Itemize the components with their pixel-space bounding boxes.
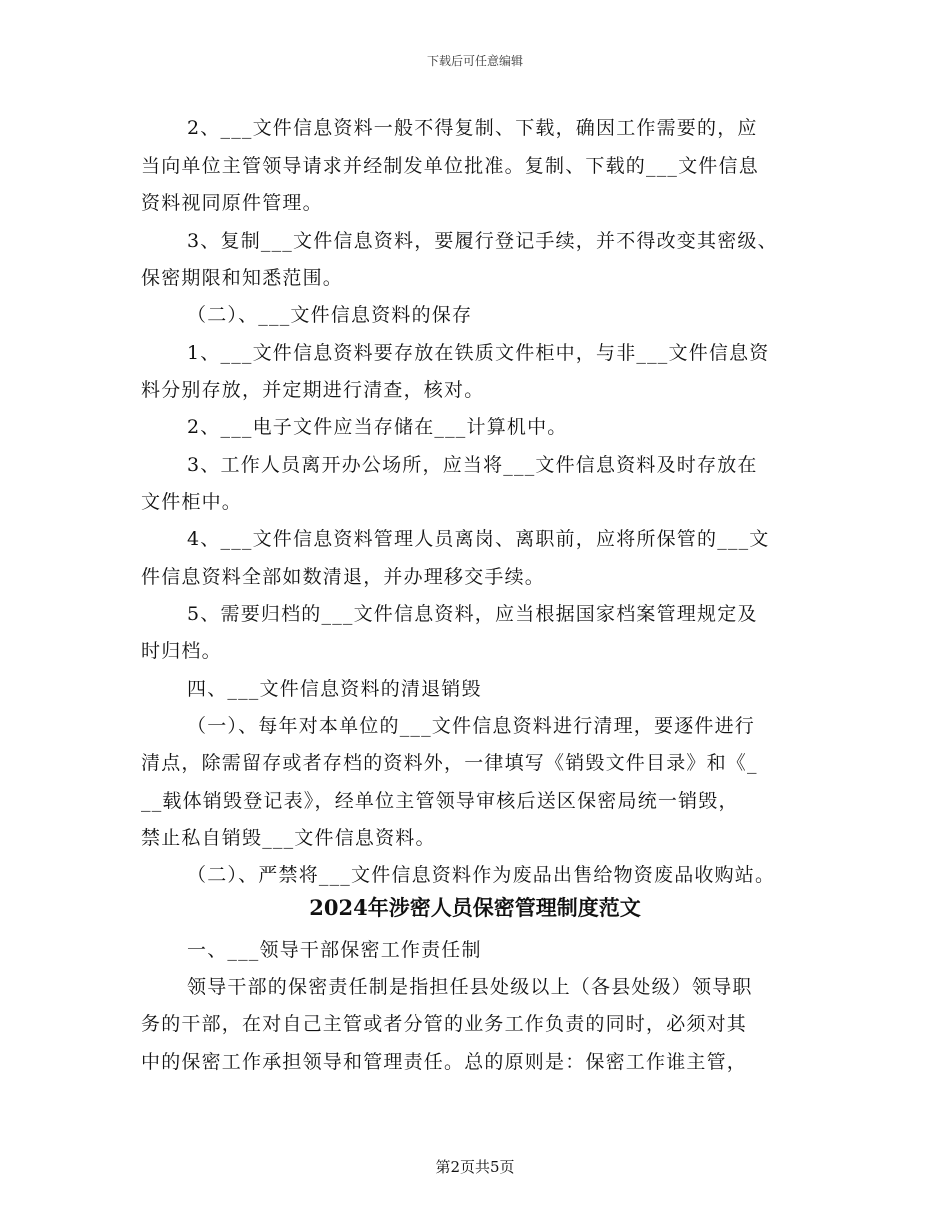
paragraph-line: 2、___文件信息资料一般不得复制、下载，确因工作需要的，应 xyxy=(187,117,758,139)
paragraph-line: 务的干部，在对自己主管或者分管的业务工作负责的同时，必须对其 xyxy=(141,1013,748,1035)
section-heading: 一、___领导干部保密工作责任制 xyxy=(187,939,482,961)
paragraph-line: 当向单位主管领导请求并经制发单位批准。复制、下载的___文件信息 xyxy=(141,155,759,177)
page-footer: 第2页共5页 xyxy=(435,1158,515,1176)
paragraph-line: 清点，除需留存或者存档的资料外，一律填写《销毁文件目录》和《_ xyxy=(141,752,758,774)
paragraph-line: 中的保密工作承担领导和管理责任。总的原则是：保密工作谁主管， xyxy=(141,1051,748,1073)
section-heading: （二）、___文件信息资料的保存 xyxy=(187,304,473,326)
paragraph-line: __载体销毁登记表》，经单位主管领导审核后送区保密局统一销毁， xyxy=(141,790,739,812)
paragraph-line: 1、___文件信息资料要存放在铁质文件柜中，与非___文件信息资 xyxy=(187,342,770,364)
paragraph-line: 2、___电子文件应当存储在___计算机中。 xyxy=(187,416,568,438)
paragraph-line: 资料视同原件管理。 xyxy=(141,192,323,214)
paragraph-line: （一）、每年对本单位的___文件信息资料进行清理，要逐件进行 xyxy=(187,715,756,737)
paragraph-line: 文件柜中。 xyxy=(141,491,243,513)
document-title: 2024年涉密人员保密管理制度范文 xyxy=(309,895,641,920)
paragraph-line: （二）、严禁将___文件信息资料作为废品出售给物资废品收购站。 xyxy=(187,864,776,886)
paragraph-line: 保密期限和知悉范围。 xyxy=(141,267,344,289)
paragraph-line: 禁止私自销毁___文件信息资料。 xyxy=(141,827,436,849)
paragraph-line: 料分别存放，并定期进行清查，核对。 xyxy=(141,379,485,401)
paragraph-line: 件信息资料全部如数清退，并办理移交手续。 xyxy=(141,566,546,588)
paragraph-line: 3、工作人员离开办公场所，应当将___文件信息资料及时存放在 xyxy=(187,454,758,476)
paragraph-line: 5、需要归档的___文件信息资料，应当根据国家档案管理规定及 xyxy=(187,603,758,625)
paragraph-line: 领导干部的保密责任制是指担任县处级以上（各县处级）领导职 xyxy=(187,976,753,998)
paragraph-line: 时归档。 xyxy=(141,640,222,662)
paragraph-line: 4、___文件信息资料管理人员离岗、离职前，应将所保管的___文 xyxy=(187,528,770,550)
page-header: 下载后可任意编辑 xyxy=(426,54,523,68)
paragraph-line: 3、复制___文件信息资料，要履行登记手续，并不得改变其密级、 xyxy=(187,230,778,252)
section-heading: 四、___文件信息资料的清退销毁 xyxy=(187,678,482,700)
